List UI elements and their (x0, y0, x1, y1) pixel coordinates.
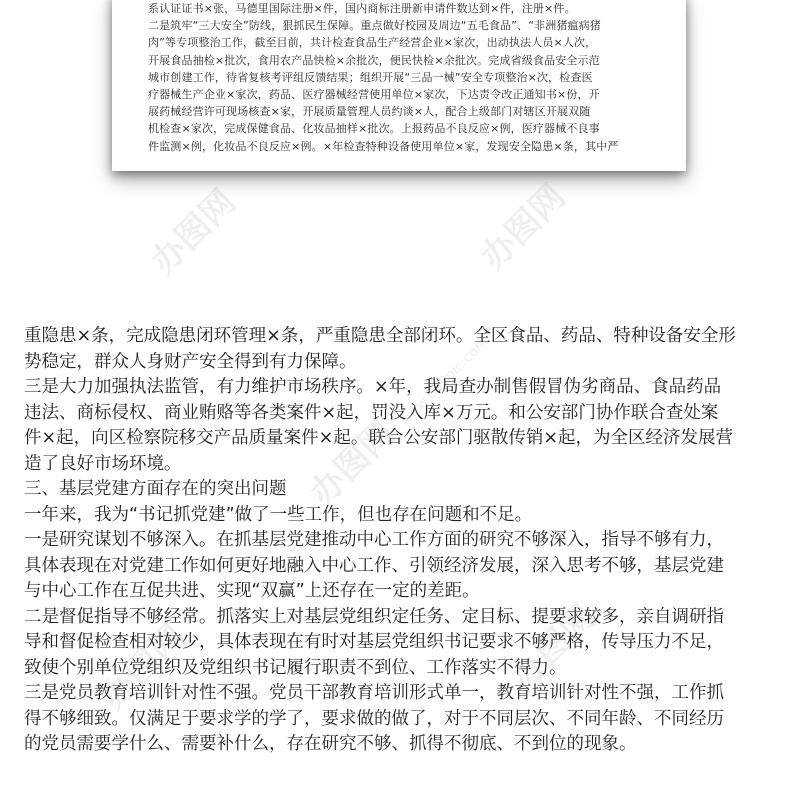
document-body (24, 324, 784, 758)
paragraph-line: 势稳定，群众人身财产安全得到有力保障。 (24, 351, 357, 372)
watermark: 办图网 (473, 176, 574, 278)
card-line: 机检查×家次，完成保健食品、化妆品抽样×批次。上报药品不良反应×例，医疗器械不良事 (148, 122, 600, 136)
card-line: 城市创建工作，待省复核考评组反馈结果；组织开展“三品一械”安全专项整治×次，检查医 (148, 70, 593, 84)
watermark: 办图网 (503, 596, 604, 698)
paragraph-line: 二是督促指导不够经常。抓落实上对基层党组织定任务、定目标、提要求较多，亲自调研指 (24, 606, 724, 627)
paragraph-line: 违法、商标侵权、商业贿赂等各类案件×起，罚没入库×万元。和公安部门协作联合查处案 (24, 402, 719, 423)
section-heading: 三、基层党建方面存在的突出问题 (24, 479, 287, 499)
paragraph-line: 三是大力加强执法监管，有力维护市场秩序。×年，我局查办制售假冒伪劣商品、食品药品 (24, 377, 722, 397)
paragraph-line: 重隐患×条，完成隐患闭环管理×条，严重隐患全部闭环。全区食品、药品、特种设备安全形 (24, 326, 736, 346)
paragraph-line: 与中心工作在互促共进、实现“双赢”上还存在一定的差距。 (24, 581, 480, 601)
card-line: 开展食品抽检×批次，食用农产品快检×余批次，便民快检×余批次。完成省级食品安全示范 (148, 53, 600, 67)
card-line: 疗器械生产企业×家次，药品、医疗器械经营使用单位×家次，下达责令改正通知书×份，开 (148, 87, 600, 101)
card-line: 二是筑牢“三大安全”防线，狠抓民生保障。重点做好校园及周边“五毛食品”、“非洲猪瘟病猪 (148, 19, 601, 33)
card-text-block (148, 0, 668, 155)
paragraph-line: 得不够细致。仅满足于要求学的学了，要求做的做了，对于不同层次、不同年龄、不同经历 (24, 708, 724, 729)
paragraph-line: 导和督促检查相对较少，具体表现在有时对基层党组织书记要求不够严格，传导压力不足， (24, 632, 724, 652)
paragraph-line: 造了良好市场环境。 (24, 453, 182, 474)
paragraph-line: 的党员需要学什么、需要补什么，存在研究不够、抓得不彻底、不到位的现象。 (24, 734, 637, 754)
paragraph-line: 件×起，向区检察院移交产品质量案件×起。联合公安部门驱散传销×起，为全区经济发展营 (24, 428, 733, 448)
card-line: 系认证证书×张，马德里国际注册×件，国内商标注册新申请件数达到×件，注册×件。 (148, 2, 576, 15)
card-line: 件监测×例，化妆品不良反应×例。×年检查特种设备使用单位×家，发现安全隐患×条，其中严 (148, 139, 619, 153)
paragraph-line: 一是研究谋划不够深入。在抓基层党建推动中心工作方面的研究不够深入，指导不够有力， (24, 530, 724, 550)
card-line: 肉”等专项整治工作，截至目前，共计检查食品生产经营企业×家次，出动执法人员×人次， (148, 36, 597, 50)
paragraph-line: 具体表现在对党建工作如何更好地融入中心工作、引领经济发展，深入思考不够，基层党建 (24, 555, 724, 576)
paragraph-line: 三是党员教育培训针对性不强。党员干部教育培训形式单一，教育培训针对性不强，工作抓 (24, 683, 724, 703)
watermark: 办图网 (93, 616, 194, 718)
paragraph-line: 一年来，我为“书记抓党建”做了一些工作，但也存在问题和不足。 (24, 504, 533, 525)
watermark: 办图网 www.888pic.com (302, 333, 492, 514)
card-line: 展药械经营许可现场核查×家，开展质量管理人员约谈×人，配合上级部门对辖区开展双随 (148, 105, 591, 119)
document-preview-card (112, 0, 686, 171)
watermark: 办图网 (143, 181, 244, 283)
paragraph-line: 致使个别单位党组织及党组织书记履行职责不到位、工作落实不得力。 (24, 657, 567, 678)
